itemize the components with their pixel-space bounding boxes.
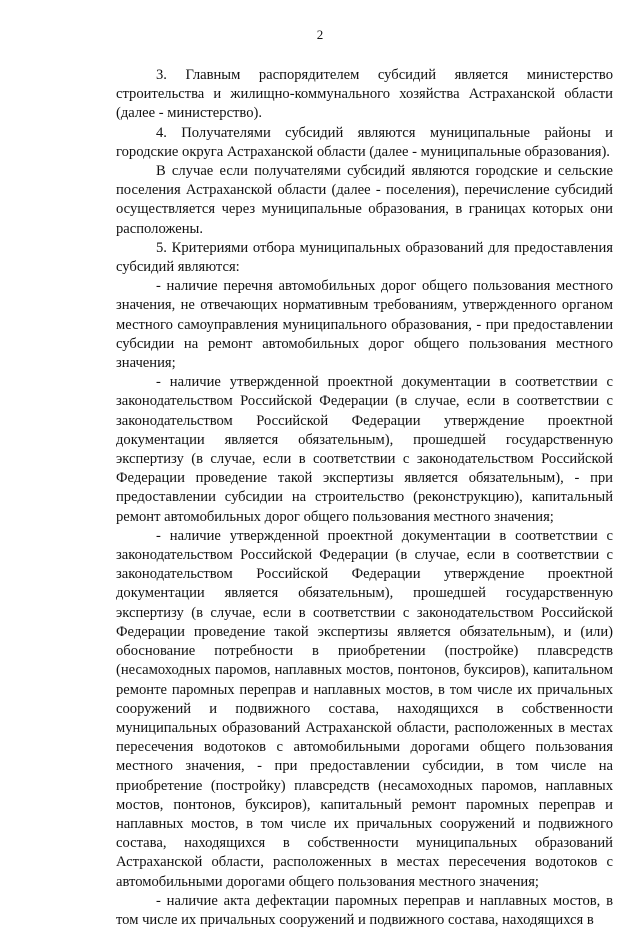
paragraph-criterion-road-list: - наличие перечня автомобильных дорог общего пользования местного значения, не отвечающих нормативным требованиям, утвержденного органом местного самоуправления муниципального образования, - при предоставлении субсидии на ремонт автомобильных дорог общего пользования местного значения; (116, 278, 613, 372)
paragraph-criterion-ferry-docs: - наличие утвержденной проектной документации в соответствии с законодательством Российской Федерации (в случае, если в соответствии с законодательством Российской Федерации утверждение проектной документации является обязательным), прошедшей государственную экспертизу (в случае, если в соответствии с законодательством Российской Федерации проведение такой экспертизы является обязательным), и (или) обоснование потребности в приобретении (постройке) плавсредств (несамоходных паромов, наплавных мостов, понтонов, буксиров), капитальном ремонте паромных переправ и наплавных мостов, в том числе их причальных сооружений и подвижного состава, находящихся в собственности муниципальных образований Астраханской области, расположенных в местах пересечения водотоков с автомобильными дорогами общего пользования местного значения, - при предоставлении субсидии, в том числе на приобретение (постройку) плавсредств (несамоходных паромов, наплавных мостов, понтонов, буксиров), капитальный ремонт паромных переправ и наплавных мостов, в том числе их причальных сооружений и подвижного состава, находящихся в собственности муниципальных образований Астраханской области, расположенных в местах пересечения водотоков с автомобильными дорогами общего пользования местного значения; (116, 527, 613, 890)
paragraph-main-administrator: 3. Главным распорядителем субсидий является министерство строительства и жилищно-коммунального хозяйства Астраханской области (далее - министерство). (116, 67, 613, 122)
page-number: 2 (316, 27, 324, 42)
paragraph-recipients: 4. Получателями субсидий являются муниципальные районы и городские округа Астраханской области (далее - муниципальные образования). (116, 124, 613, 160)
paragraph-criterion-construction-docs: - наличие утвержденной проектной документации в соответствии с законодательством Российской Федерации (в случае, если в соответствии с законодательством Российской Федерации утверждение проектной документации является обязательным), прошедшей государственную экспертизу (в случае, если в соответствии с законодательством Российской Федерации проведение такой экспертизы является обязательным), - при предоставлении субсидии на строительство (реконструкцию), капитальный ремонт автомобильных дорог общего пользования местного значения; (116, 374, 613, 525)
paragraph-selection-criteria: 5. Критериями отбора муниципальных образований для предоставления субсидий являются: (116, 239, 613, 276)
document-body (116, 66, 613, 930)
paragraph-settlements: В случае если получателями субсидий являются городские и сельские поселения Астраханской области (далее - поселения), перечисление субсидий осуществляется через муниципальные образования, в границах которых они расположены. (116, 163, 613, 237)
paragraph-criterion-defect-act: - наличие акта дефектации паромных переправ и наплавных мостов, в том числе их причальных сооружений и подвижного состава, находящихся в (116, 892, 613, 928)
